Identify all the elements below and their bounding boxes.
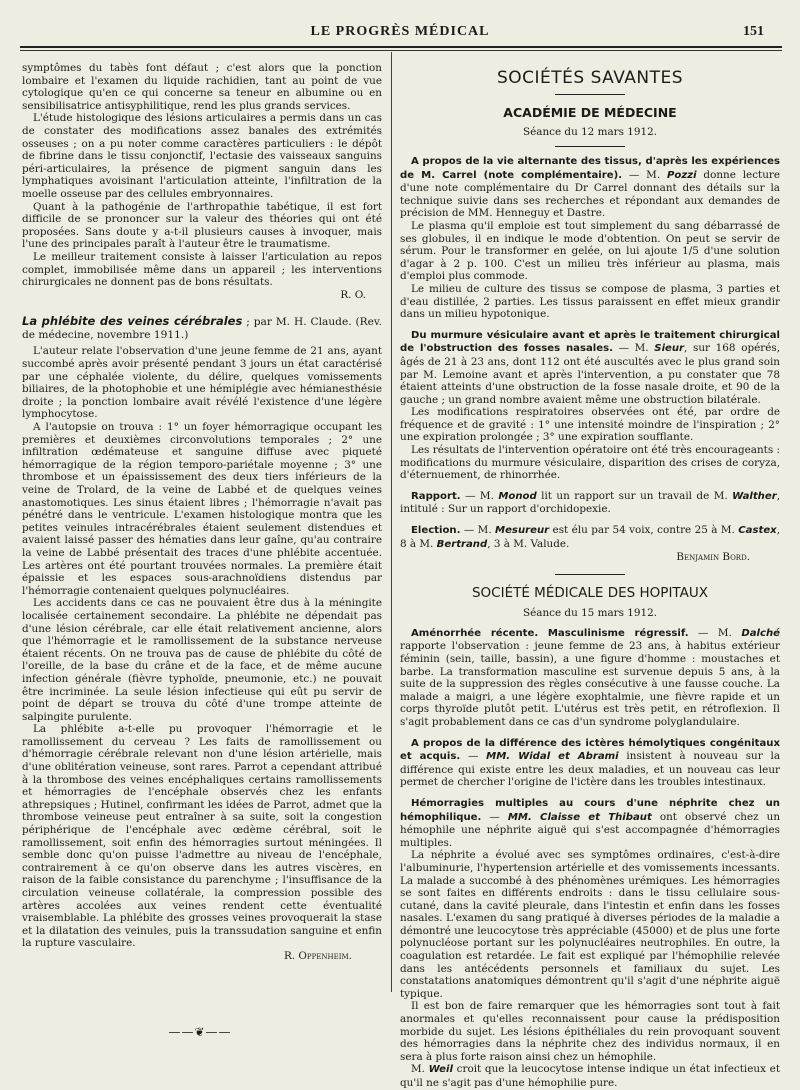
article-citation: ; par M. H. Claude. (Rev. de médecine, novembre 1911.): [22, 316, 382, 341]
article-title: La phlébite des veines cérébrales: [22, 314, 243, 329]
page-number: 151: [743, 24, 764, 39]
paragraph: [400, 155, 780, 220]
paragraph: [400, 490, 780, 516]
item-text: , 3 à M. Valude.: [487, 537, 570, 550]
item-title: Election.: [411, 525, 461, 537]
dash: — M.: [460, 524, 496, 537]
item-title: Aménorrhée récente. Masculinisme régressif.: [411, 627, 689, 639]
author-name: Pozzi: [667, 169, 697, 181]
author-name: MM. Claisse et Thibaut: [507, 811, 652, 823]
signature: R. O.: [340, 288, 366, 301]
paragraph: symptômes du tabès font défaut ; c'est alors que la ponction lombaire et l'examen du liquide rachidien, tant au point de vue cytologique qu'en ce qui concerne sa teneur en albumine ou en sensibilisatrice antisyphilitique, rend les plus grands services.: [22, 62, 382, 112]
author-name: Dalché: [741, 627, 780, 639]
signature: R. Oppenheim.: [283, 949, 352, 962]
dash: — M.: [688, 626, 742, 639]
paragraph: [400, 737, 780, 789]
author-name: Monod: [498, 490, 537, 502]
author-name: Walther: [732, 490, 777, 502]
item-title: A propos de la vie alternante des tissus, d'après les expériences de M. Carrel (note complémentaire).: [400, 156, 780, 181]
section-rule: [555, 574, 625, 575]
item-text: , intitulé : Sur un rapport d'orchidopexie.: [400, 489, 780, 516]
right-column: [400, 62, 781, 1089]
paragraph: La néphrite a évolué avec ses symptômes ordinaires, c'est-à-dire l'albuminurie, l'hypertension artérielle et des vomissements incessants. La malade a succombé à des phénomènes urémiques. Les hémorragies se sont faites en différents endroits : dans le tissu cellulaire sous-cutané, dans la cavité pleurale, dans l'intestin et enfin dans les fosses nasales. L'examen du sang pratiqué à diverses périodes de la maladie a démontré une leucocytose très appréciable (45000) et de plus une forte polynucléose portant sur les polynucléaires neutrophiles. En outre, la coagulation est retardée. Le fait est expliqué par l'hémophilie relevée dans les antécédents personnels et familiaux du sujet. Les constatations anatomiques démontrent qu'il s'agit d'une néphrite aiguë typique.: [400, 849, 780, 1000]
author-name: Bertrand: [436, 538, 488, 550]
section-rule: [555, 94, 625, 95]
item-title: A propos de la différence des ictères hémolytiques congénitaux et acquis.: [400, 737, 780, 763]
item-title: Du murmure vésiculaire avant et après le traitement chirurgical de l'obstruction des fosses nasales.: [400, 329, 780, 355]
article-heading: [22, 315, 382, 341]
paragraph: Le plasma qu'il emploie est tout simplement du sang débarrassé de ses globules, il en indique le mode d'obtention. On peut se servir de sérum. Pour le transformer en gelée, on lui ajoute 1/5 d'une solution d'agar à 2 p. 100. C'est un milieu très inférieur au plasma, mais d'emploi plus commode.: [400, 219, 780, 283]
paragraph: [400, 627, 780, 729]
item-text: ont observé chez un hémophile une néphrite aiguë qui s'est accompagnée d'hémorragies multiples.: [400, 810, 781, 849]
paragraph: Les accidents dans ce cas ne pouvaient être dus à la méningite localisée certainement secondaire. La phlébite ne dépendait pas d'une lésion cérébrale, car elle était relativement ancienne, alors que l'hémorragie et le ramollissement de la substance nerveuse étaient récents. On ne trouva pas de cause de phlébite du côté de l'oreille, de la base du crâne et de la face, et de même aucune infection générale (fièvre typhoïde, pneumonie, etc.) ne pouvait être incriminée. La seule lésion infectieuse qui eût pu servir de point de départ se trouva du côté d'une trompe atteinte de salpingite purulente.: [22, 597, 382, 723]
item-title: Rapport.: [411, 490, 461, 502]
running-head: [0, 24, 800, 44]
author-name: Castex: [738, 525, 777, 537]
item-text: insistent à nouveau sur la différence qui existe entre les deux maladies, et un nouveau cas leur permet de chercher l'origine de l'ictère dans les troubles intestinaux.: [400, 750, 781, 789]
paragraph: Il est bon de faire remarquer que les hémorragies sont tout à fait anormales et qu'elles reconnaissent pour cause la prédisposition morbide du sujet. Les lésions épithéliales du rein provoquant souvent des hémorragies dans la néphrite chez des individus normaux, il en sera à plus forte raison ainsi chez un hémophile.: [400, 1000, 780, 1063]
author-name: Mesureur: [495, 525, 550, 537]
session-date: Séance du 12 mars 1912.: [523, 126, 657, 138]
item-text: est élu par 54 voix, contre 25 à M.: [549, 524, 739, 537]
signature: Benjamin Bord.: [676, 551, 750, 564]
item-text: , 8 à M.: [400, 524, 780, 550]
session-date: Séance du 15 mars 1912.: [523, 606, 657, 619]
header-rule: [20, 46, 782, 48]
item-text: , sur 168 opérés, âgés de 21 à 23 ans, dont 112 ont été auscultés avec le plus grand soin par M. Lemoine avant et après l'intervention, a pu constater que 78 étaient atteints d'une obstruction de la fosse nasale droite, et 90 de la gauche ; un grand nombre avaient même une obstruction bilatérale.: [400, 342, 780, 406]
paragraph: L'étude histologique des lésions articulaires a permis dans un cas de constater des modifications assez banales des extrémités osseuses ; on a pu noter comme caractères particuliers : le dépôt de fibrine dans le tissu conjonctif, l'ectasie des vaisseaux sanguins péri-articulaires, la présence de pigment sanguin dans les lymphatiques avoisinant l'articulation atteinte, l'infiltration de la moelle osseuse par des cellules embryonnaires.: [22, 112, 382, 200]
item-text: M.: [411, 1063, 429, 1076]
dash: —: [460, 750, 487, 763]
dash: —: [481, 810, 508, 823]
dash: — M.: [460, 489, 499, 502]
paragraph: Les modifications respiratoires observées ont été, par ordre de fréquence et de gravité : 1° une intensité moindre de l'inspiration ; 2° une expiration prolongée ; 3° une expiration soufflante.: [400, 406, 780, 444]
society-title: ACADÉMIE DE MÉDECINE: [503, 105, 677, 120]
journal-title: LE PROGRÈS MÉDICAL: [310, 24, 490, 39]
item-text: rapporte l'observation : jeune femme de 23 ans, à habitus extérieur féminin (sein, taille, bassin), a une figure d'homme : moustaches et barbe. La transformation masculine est survenue depuis 5 ans, à la suite de la suppression des règles consécutive à une fausse couche. La malade a maigri, a une légère exophtalmie, une fièvre rapide et un corps thyroïde plutôt petit. L'utérus est très petit, en rétroflexion. Il s'agit probablement dans ce cas d'un syndrome polyglandulaire.: [400, 640, 780, 728]
column-divider: [391, 52, 392, 992]
paragraph: [400, 524, 780, 551]
paragraph: La phlébite a-t-elle pu provoquer l'hémorragie et le ramollissement du cerveau ? Les faits de ramollissement ou d'hémorragie cérébrale relevant non d'une lésion artérielle, mais d'une oblitération veineuse, sont rares. Parrot a cependant attribué à la thrombose des veines encéphaliques certains ramollissements et hémorragies de l'encéphale observés chez les enfants athrepsiques ; Hutinel, confirmant les idées de Parrot, admet que la thrombose veineuse peut entraîner à sa suite, soit la congestion périphérique de l'encéphale avec œdème cérébral, soit le ramollissement, soit enfin des hémorragies surtout méningées. Il semble donc qu'on puisse l'admettre au niveau de l'encéphale, contrairement à ce qu'on observe dans les autres viscères, en raison de la faible consistance du parenchyme ; l'insuffisance de la circulation veineuse collatérale, la compression possible des artères accolées aux veines rendent cette éventualité vraisemblable. La phlébite des grosses veines provoquerait la stase et la dilatation des veinules, puis la transsudation sanguine et enfin la rupture vasculaire.: [22, 723, 382, 950]
paragraph: Le milieu de culture des tissus se compose de plasma, 3 parties et d'eau distillée, 2 parties. Les tissus paraissent en effet mieux grandir dans un milieu hypotonique.: [400, 282, 780, 321]
dash: — M.: [612, 342, 655, 355]
paragraph: [400, 329, 780, 407]
paragraph: [400, 797, 780, 849]
ornament-divider: ——❦——: [168, 1025, 232, 1039]
section-title: SOCIÉTÉS SAVANTES: [496, 68, 684, 88]
item-text: croit que la leucocytose intense indique un état infectieux et qu'il ne s'agit pas d'une hémophilie pure.: [400, 1063, 780, 1089]
author-name: Weil: [428, 1064, 453, 1076]
paragraph: [400, 1063, 780, 1089]
paragraph: A l'autopsie on trouva : 1° un foyer hémorragique occupant les premières et deuxièmes circonvolutions temporales ; 2° une infiltration œdémateuse et sanguine diffuse avec piqueté hémorragique de la région temporo-pariétale moyenne ; 3° une thrombose et un épaississement des deux tiers inférieurs de la veine de Trolard, de la veine de Labbé et de quelques veines anastomotiques. Les sinus étaient libres ; l'hémorragie n'avait pas pénétré dans le ventricule. L'examen histologique montra que les petites veinules intracérébrales étaient seulement distendues et avaient laissé passer des hématies dans leur gaîne, qu'au contraire la veine de Labbé présentait des traces d'une phlébite accentuée. Les artères ont été pourtant trouvées normales. La première était épaissie et les espaces sous-arachnoïdiens distendus par l'hémorragie contenaient quelques polynucléaires.: [22, 421, 382, 597]
item-text: lit un rapport sur un travail de M.: [536, 489, 733, 502]
author-name: MM. Widal et Abrami: [486, 751, 619, 763]
paragraph: Quant à la pathogénie de l'arthropathie tabétique, il est fort difficile de se prononcer sur la valeur des théories qui ont été proposées. Sans doute y a-t-il plusieurs causes à invoquer, mais l'une des principales paraît à l'auteur être le traumatisme.: [22, 200, 382, 251]
session-rule: [555, 146, 625, 147]
item-title: Hémorragies multiples au cours d'une néphrite chez un hémophilique.: [400, 797, 780, 823]
society-title: SOCIÉTÉ MÉDICALE DES HOPITAUX: [471, 584, 708, 601]
author-name: Sieur: [654, 343, 685, 355]
header-rule-thin: [20, 50, 782, 51]
left-column: [22, 62, 382, 1062]
paragraph: Le meilleur traitement consiste à laisser l'articulation au repos complet, immobilisée même dans un appareil ; les interventions chirurgicales ne donnent pas de bons résultats.: [22, 250, 382, 289]
paragraph: Les résultats de l'intervention opératoire ont été très encourageants : modifications du murmure vésiculaire, disparition des crises de coryza, d'éternuement, de rhinorrhée.: [400, 444, 780, 482]
dash: — M.: [622, 168, 667, 181]
item-text: donne lecture d'une note complémentaire du Dr Carrel donnant des détails sur la technique suivie dans ses recherches et répondant aux demandes de précision de MM. Henneguy et Dastre.: [400, 168, 781, 220]
paragraph: L'auteur relate l'observation d'une jeune femme de 21 ans, ayant succombé après avoir présenté pendant 3 jours un état caractérisé par une céphalée violente, du délire, quelques vomissements biliaires, de la photophobie et une hémiplégie avec hémianesthésie droite ; la ponction lombaire avait révélé l'existence d'une légère lymphocytose.: [22, 345, 382, 421]
